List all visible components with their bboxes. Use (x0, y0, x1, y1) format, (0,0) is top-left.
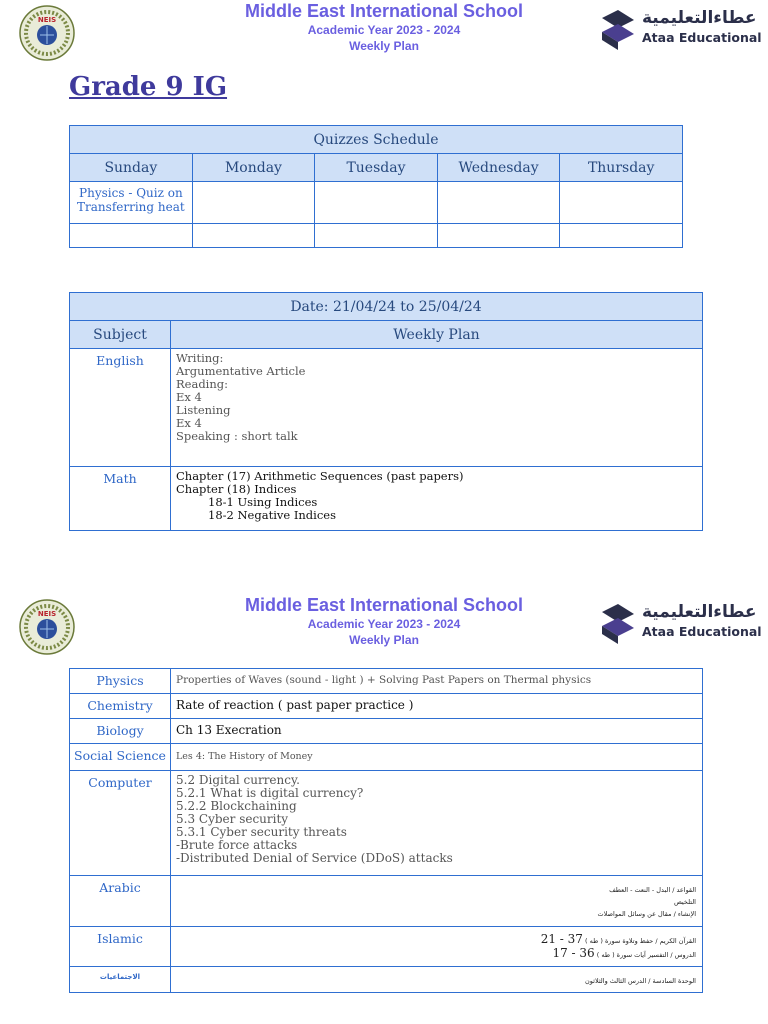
plan-english (171, 349, 703, 467)
brand-arabic: عطاءالتعليمية (642, 8, 757, 28)
brand-english: Ataa Educational (642, 624, 762, 639)
table-row (70, 719, 703, 744)
table-row (70, 694, 703, 719)
plan-line: القواعد / البدل - النعت - العطف (609, 886, 696, 894)
quiz-wednesday-1 (437, 182, 560, 224)
verse-range: 17 - 36 (552, 946, 595, 960)
verse-range: 21 - 37 (540, 932, 583, 946)
plan-computer (171, 771, 703, 876)
subject-physics: Physics (70, 669, 171, 694)
plan-biology: Ch 13 Execration (171, 719, 703, 744)
ataa-mark-icon (598, 8, 638, 52)
plan-line: 18-2 Negative Indices (208, 508, 336, 522)
plan-text: القرآن الكريم / حفظ وتلاوة سورة ( طه ) (585, 937, 696, 945)
day-thursday: Thursday (560, 154, 683, 182)
plan-line: Listening (176, 403, 231, 417)
svg-text:NEIS: NEIS (37, 16, 57, 24)
quiz-wednesday-2 (437, 224, 560, 248)
plan-line: Writing: (176, 351, 224, 365)
plan-physics: Properties of Waves (sound - light ) + Solving Past Papers on Thermal physics (171, 669, 703, 694)
plan-arabic (171, 876, 703, 927)
page-header-2 (0, 594, 768, 654)
plan-line: Ex 4 (176, 416, 202, 430)
day-wednesday: Wednesday (437, 154, 560, 182)
plan-social-arabic: الوحدة السادسة / الدرس الثالث والثلاثون (171, 967, 703, 993)
subject-english: English (70, 349, 171, 467)
plan-line: الإنشاء / مقال عن وسائل المواصلات (597, 910, 696, 918)
table-row (70, 876, 703, 927)
weekly-plan-table-continued (69, 668, 703, 993)
plan-social-science: Les 4: The History of Money (171, 744, 703, 771)
weekly-plan-table (69, 292, 703, 531)
plan-line: Chapter (17) Arithmetic Sequences (past papers) (176, 469, 464, 483)
academic-year: Academic Year 2023 - 2024 (307, 23, 461, 37)
plan-line (177, 933, 696, 947)
plan-math (171, 467, 703, 531)
quiz-sunday-1: Physics - Quiz on Transferring heat (70, 182, 193, 224)
page-header-1 (0, 0, 768, 60)
subject-math: Math (70, 467, 171, 531)
svg-text:NEIS: NEIS (37, 610, 57, 618)
table-row (70, 349, 703, 467)
school-badge-icon (16, 4, 78, 62)
plan-line: 5.3.1 Cyber security threats (176, 825, 347, 839)
day-monday: Monday (192, 154, 314, 182)
school-name: Middle East International School (244, 595, 524, 615)
plan-line: Chapter (18) Indices (176, 482, 297, 496)
plan-line: 5.3 Cyber security (176, 812, 289, 826)
subject-social-science: Social Science (70, 744, 171, 771)
school-name: Middle East International School (244, 1, 524, 21)
school-badge-icon (16, 598, 78, 656)
plan-line: 5.2.2 Blockchaining (176, 799, 297, 813)
plan-islamic (171, 927, 703, 967)
subject-chemistry: Chemistry (70, 694, 171, 719)
plan-line: Reading: (176, 377, 229, 391)
plan-label: Weekly Plan (349, 633, 419, 647)
ataa-logo (598, 600, 762, 650)
quizzes-table (69, 125, 683, 248)
subject-computer: Computer (70, 771, 171, 876)
subject-social-arabic: الاجتماعيات (70, 967, 171, 993)
school-heading (200, 0, 568, 54)
plan-line: 5.2 Digital currency. (176, 773, 300, 787)
plan-chemistry: Rate of reaction ( past paper practice ) (171, 694, 703, 719)
subject-biology: Biology (70, 719, 171, 744)
plan-line: 5.2.1 What is digital currency? (176, 786, 364, 800)
day-tuesday: Tuesday (315, 154, 438, 182)
ataa-mark-icon (598, 602, 638, 646)
subject-islamic: Islamic (70, 927, 171, 967)
plan-line: -Brute force attacks (176, 838, 298, 852)
quiz-tuesday-2 (315, 224, 438, 248)
col-subject: Subject (70, 321, 171, 349)
quiz-thursday-1 (560, 182, 683, 224)
table-row (70, 744, 703, 771)
plan-line: Speaking : short talk (176, 429, 298, 443)
date-range: Date: 21/04/24 to 25/04/24 (70, 293, 703, 321)
plan-line: Argumentative Article (176, 364, 306, 378)
table-row (70, 669, 703, 694)
academic-year: Academic Year 2023 - 2024 (307, 617, 461, 631)
plan-line (177, 947, 696, 961)
quizzes-title: Quizzes Schedule (70, 126, 683, 154)
plan-text: الدروس / التفسير آيات سورة ( طه ) (596, 951, 696, 959)
plan-label: Weekly Plan (349, 39, 419, 53)
day-sunday: Sunday (70, 154, 193, 182)
quiz-monday-2 (192, 224, 314, 248)
quiz-monday-1 (192, 182, 314, 224)
quiz-tuesday-1 (315, 182, 438, 224)
plan-line: Ex 4 (176, 390, 202, 404)
table-row (70, 771, 703, 876)
table-row (70, 927, 703, 967)
subject-arabic: Arabic (70, 876, 171, 927)
grade-title: Grade 9 IG (69, 72, 228, 102)
plan-line: التلخيص (673, 898, 696, 906)
brand-english: Ataa Educational (642, 30, 762, 45)
brand-arabic: عطاءالتعليمية (642, 602, 757, 622)
plan-line: 18-1 Using Indices (208, 495, 318, 509)
table-row (70, 967, 703, 993)
ataa-logo (598, 6, 762, 56)
col-weekly-plan: Weekly Plan (171, 321, 703, 349)
quiz-sunday-2 (70, 224, 193, 248)
quiz-thursday-2 (560, 224, 683, 248)
table-row (70, 467, 703, 531)
plan-line: -Distributed Denial of Service (DDoS) attacks (176, 851, 453, 865)
school-heading (200, 594, 568, 648)
